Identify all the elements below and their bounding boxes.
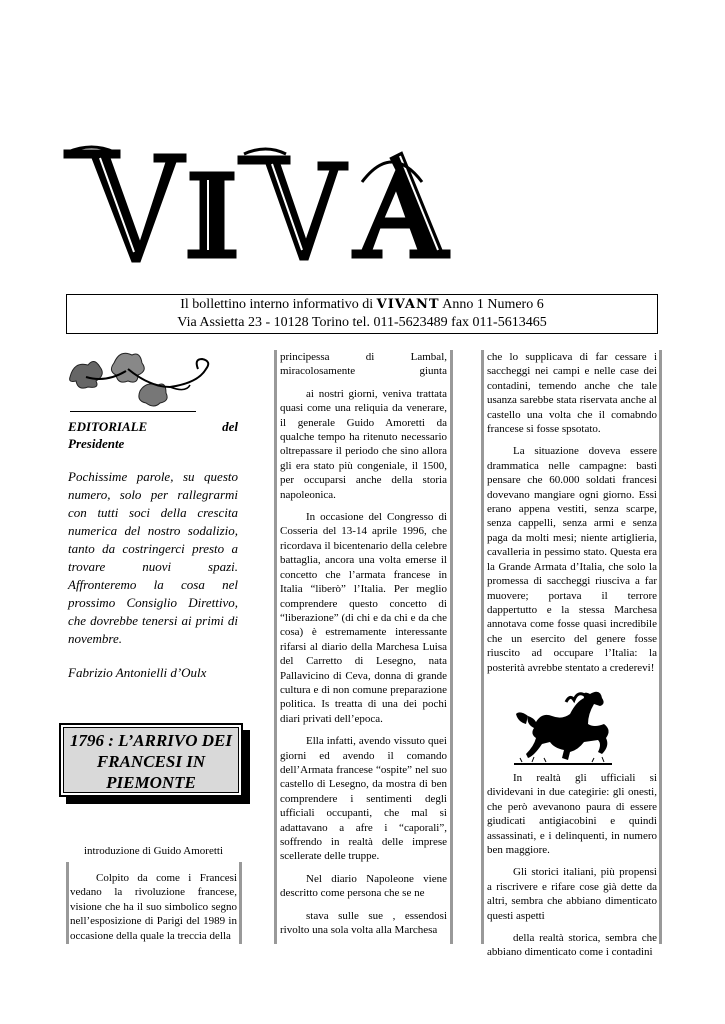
column-rule-3a bbox=[481, 350, 484, 944]
column-rule-3b bbox=[659, 350, 662, 944]
info-brand: VIVANT bbox=[376, 297, 440, 312]
editorial-heading-right: del bbox=[222, 419, 238, 434]
col2-paragraph-3: In occasione del Congresso di Cosseria del 13-14 aprile 1996, che ricordava il bicentenario della celebre battaglia, ancora una volta emerse il concetto che l’armata francese in Italia “liberò” l’Italia. Per meglio comprendere questo concetto di “liberazione” (di chi e da chi e da che cosa) è estremamente interessante rifarsi al diario della Marchesa Luisa del Carretto di Lesegno, nata Pallavicino di Ceva, donna di grande cultura e di non comune preparazione politica. Is treatta di una dei pochi diari privati dell’epoca. bbox=[280, 511, 447, 725]
col2-paragraph-4: Ella infatti, avendo vissuto quei giorni ed avendo il comando dell’Armata francese “ospite” nel suo castello di Lesegno, da mostra di ben comprendere i sentimenti degli ufficiali occupanti, che mal si adattavano a afre i “caporali”, soffrendo in realtà delle imprese scellerate delle truppe. bbox=[280, 735, 447, 863]
bulletin-info-box bbox=[66, 294, 658, 334]
info-prefix: Il bollettino interno informativo di bbox=[180, 297, 374, 312]
info-line-2: Via Assietta 23 - 10128 Torino tel. 011-5623489 fax 011-5613465 bbox=[177, 315, 547, 330]
col2-paragraph-1: principessa di Lambal, miracolosamente giunta bbox=[280, 351, 447, 378]
article-left-paragraph: Colpito da come i Francesi vedano la rivoluzione francese, visione che ha il suo simbolico segno nell’esposizione di Parigi del 1989 in occasione della quale la treccia della bbox=[70, 872, 237, 942]
rearing-horse-icon bbox=[512, 684, 616, 768]
editorial-rule bbox=[70, 411, 196, 412]
masthead-lettering bbox=[64, 147, 450, 262]
article-title: 1796 : L’ARRIVO DEI FRANCESI IN PIEMONTE bbox=[63, 727, 239, 793]
article-left-column bbox=[70, 871, 237, 943]
col3-paragraph-3: In realtà gli ufficiali si dividevani in due categirie: gli onesti, che però avevanono paura di essere giudicati antigiacobini e quindi assassinati, e i delinquenti, in numero ben maggiore. bbox=[487, 771, 657, 856]
leaf-ornament-icon bbox=[66, 347, 216, 409]
col3-paragraph-2: La situazione doveva essere drammatica nelle campagne: basti pensare che 60.000 soldati francesi dovevano mangiare ogni giorno. Essi erano appena vestiti, senza scarpe, senza cappelli, senza armi e senza paga da molti mesi; niente artiglieria, cavalleria in pessimo stato. Questa era la Grande Armata d’Italia, che solo la promessa di saccheggi riusciva a far muovere; portava il terrore dappertutto e la stessa Marchesa annotava come fosse quasi incredibile che un esercito del genere fosse riuscito ad occupare l’Italia: la posterità avrebbe stentato a crederevi! bbox=[487, 445, 657, 674]
column-rule-left-a bbox=[66, 862, 69, 944]
col2-paragraph-2: ai nostri giorni, veniva trattata quasi come una reliquia da venerare, il generale Guido Amoretti da qualche tempo ha ritenuto necessario oltrepassare il periodo che sino allora gli era stato più congeniale, il 1500, per occuparsi anche della storia napoleonica. bbox=[280, 387, 447, 501]
column-rule-left-b bbox=[239, 862, 242, 944]
column-rule-2a bbox=[274, 350, 277, 944]
col3-paragraph-4: Gli storici italiani, più propensi a riscrivere e rifare cose già dette da altri, sembra che abbiano dimenticato questi aspetti bbox=[487, 866, 657, 922]
editorial-heading bbox=[68, 418, 238, 452]
col2-paragraph-6: stava sulle sue , essendosi rivolto una sola volta alla Marchesa bbox=[280, 909, 447, 937]
editorial-signature: Fabrizio Antonielli d’Oulx bbox=[68, 665, 207, 680]
article-column-2 bbox=[280, 350, 447, 944]
article-intro: introduzione di Guido Amoretti bbox=[83, 845, 223, 857]
editorial-heading-left: EDITORIALE bbox=[68, 419, 148, 434]
masthead-viva-logo bbox=[62, 112, 452, 272]
col2-paragraph-5: Nel diario Napoleone viene descritto come persona che se ne bbox=[280, 872, 447, 900]
info-issue: Anno 1 Numero 6 bbox=[442, 297, 544, 312]
column-rule-2b bbox=[450, 350, 453, 944]
col3-paragraph-1: che lo supplicava di far cessare i saccheggi nei campi e nelle case dei contadini, temendo anche che tale usanza sarebbe stata riservata anche al castello una volta che il comabndo francese si fosse spsotato. bbox=[487, 351, 657, 436]
article-column-3 bbox=[487, 350, 657, 959]
editorial-heading-line2: Presidente bbox=[68, 436, 125, 451]
editorial-body: Pochissime parole, su questo numero, solo per rallegrarmi con tutti soci della crescita numerica del nostro sodalizio, tanto da costringerci presto a trovare nuovi spazi. Affronteremo la cosa nel prossimo Consiglio Direttivo, che dovrebbe tenersi ai primi di novembre. bbox=[68, 469, 238, 646]
col3-paragraph-5: della realtà storica, sembra che abbiano dimenticato come i contadini bbox=[487, 932, 657, 959]
info-line-1 bbox=[67, 296, 657, 314]
